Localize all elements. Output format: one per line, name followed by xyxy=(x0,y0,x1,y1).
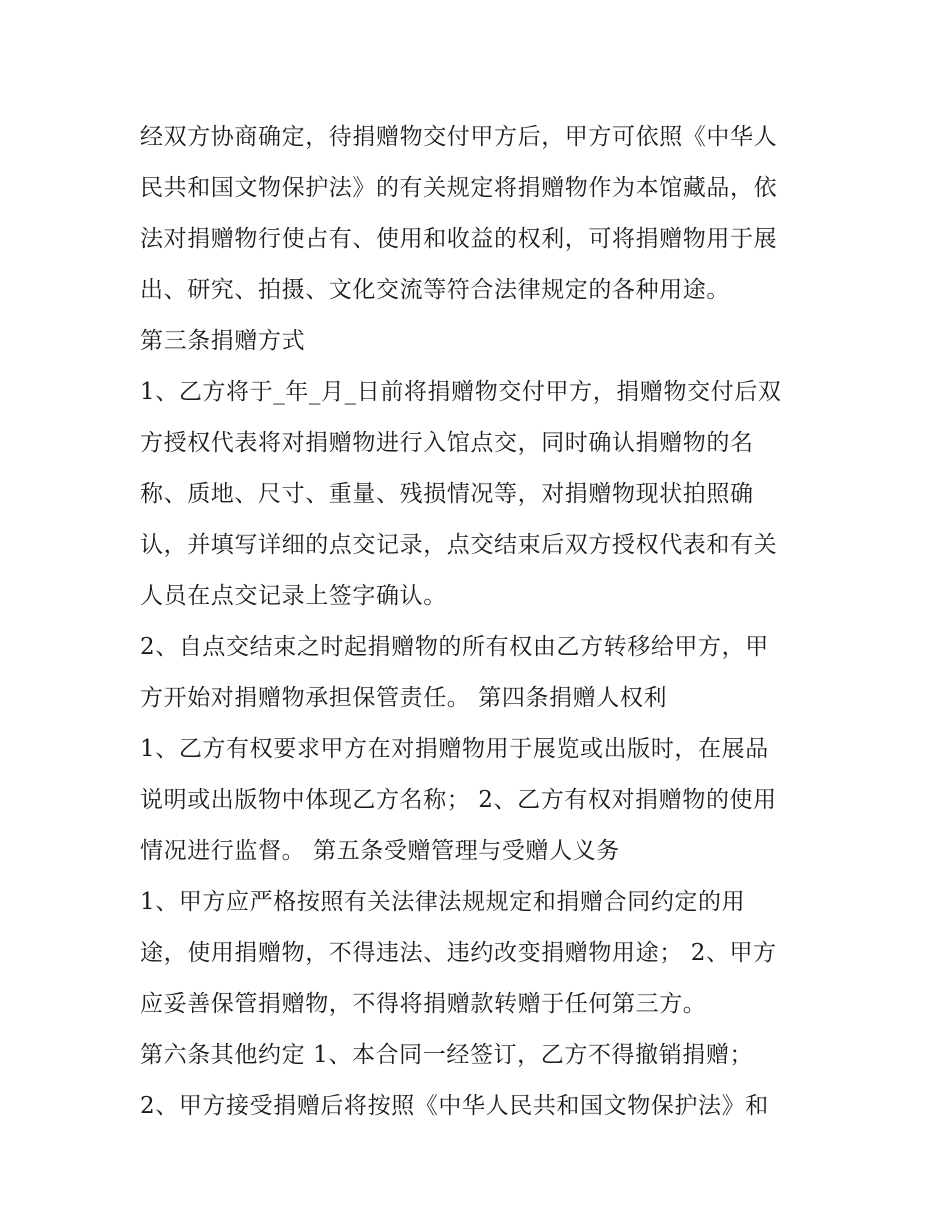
text-line: 方开始对捐赠物承担保管责任。 第四条捐赠人权利 xyxy=(140,685,668,711)
text-line: 1、乙方将于_年_月_日前将捐赠物交付甲方，捐赠物交付后双 xyxy=(140,379,782,405)
section-heading-3: 第三条捐赠方式 xyxy=(140,328,306,354)
text-line: 民共和国文物保护法》的有关规定将捐赠物作为本馆藏品，依 xyxy=(140,175,778,201)
text-line: 出、研究、拍摄、文化交流等符合法律规定的各种用途。 xyxy=(140,277,730,303)
text-line: 应妥善保管捐赠物，不得将捐赠款转赠于任何第三方。 xyxy=(140,991,707,1017)
text-line: 经双方协商确定，待捐赠物交付甲方后，甲方可依照《中华人 xyxy=(140,124,778,150)
document-body xyxy=(140,112,820,1132)
text-line: 2、自点交结束之时起捐赠物的所有权由乙方转移给甲方，甲 xyxy=(140,634,769,660)
text-line: 2、甲方接受捐赠后将按照《中华人民共和国文物保护法》和 xyxy=(140,1093,769,1119)
text-line: 途，使用捐赠物，不得违法、违约改变捐赠物用途； 2、甲方 xyxy=(140,940,777,966)
text-line: 人员在点交记录上签字确认。 xyxy=(140,583,447,609)
text-line: 法对捐赠物行使占有、使用和收益的权利，可将捐赠物用于展 xyxy=(140,226,778,252)
text-line: 1、甲方应严格按照有关法律法规规定和捐赠合同约定的用 xyxy=(140,889,746,915)
text-line: 认，并填写详细的点交记录，点交结束后双方授权代表和有关 xyxy=(140,532,778,558)
text-line: 说明或出版物中体现乙方名称； 2、乙方有权对捐赠物的使用 xyxy=(140,787,777,813)
text-line: 称、质地、尺寸、重量、残损情况等，对捐赠物现状拍照确 xyxy=(140,481,754,507)
text-line: 第六条其他约定 1、本合同一经签订，乙方不得撤销捐赠； xyxy=(140,1042,754,1068)
text-line: 情况进行监督。 第五条受赠管理与受赠人义务 xyxy=(140,838,620,864)
text-line: 方授权代表将对捐赠物进行入馆点交，同时确认捐赠物的名 xyxy=(140,430,754,456)
text-line: 1、乙方有权要求甲方在对捐赠物用于展览或出版时，在展品 xyxy=(140,736,769,762)
